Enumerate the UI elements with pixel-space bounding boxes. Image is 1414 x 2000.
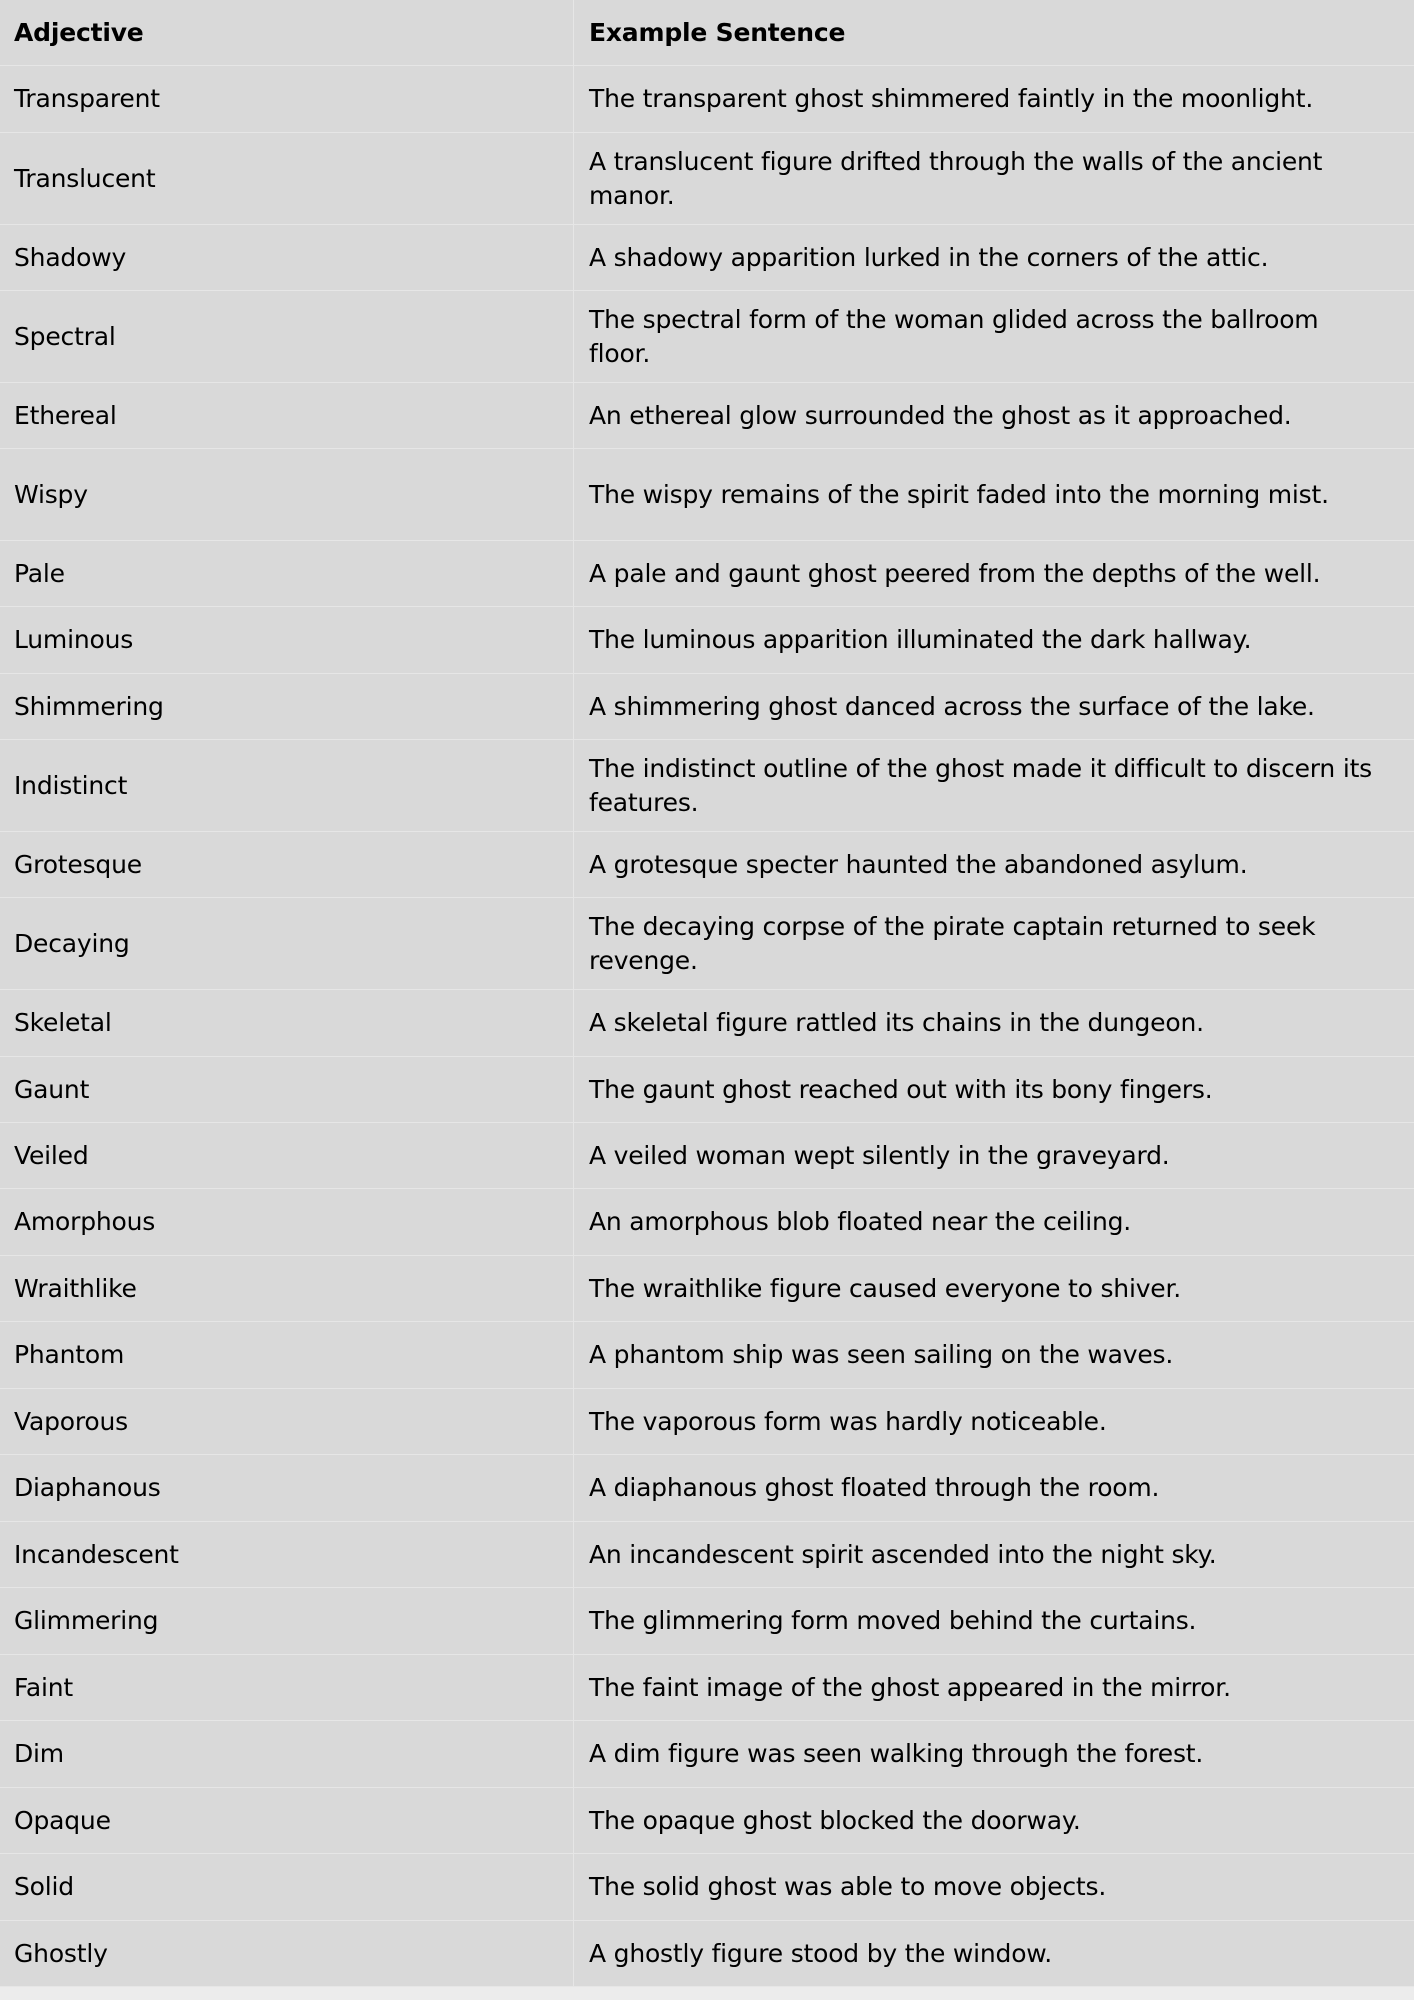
cell-adjective: Veiled: [0, 1123, 574, 1189]
cell-adjective: Solid: [0, 1854, 574, 1921]
cell-adjective: Indistinct: [0, 740, 574, 832]
cell-sentence: The transparent ghost shimmered faintly in the moonlight.: [574, 66, 1414, 133]
cell-adjective: Pale: [0, 541, 574, 607]
cell-sentence: A ghostly figure stood by the window.: [574, 1921, 1414, 1987]
cell-adjective: Ethereal: [0, 383, 574, 449]
cell-adjective: Opaque: [0, 1788, 574, 1854]
cell-adjective: Wispy: [0, 449, 574, 541]
cell-adjective: Dim: [0, 1721, 574, 1788]
cell-sentence: An amorphous blob floated near the ceiling.: [574, 1189, 1414, 1256]
cell-adjective: Shimmering: [0, 674, 574, 740]
cell-sentence: A dim figure was seen walking through the forest.: [574, 1721, 1414, 1788]
cell-adjective: Transparent: [0, 66, 574, 133]
cell-adjective: Shadowy: [0, 225, 574, 291]
cell-sentence: The wraithlike figure caused everyone to shiver.: [574, 1256, 1414, 1322]
cell-sentence: The wispy remains of the spirit faded into the morning mist.: [574, 449, 1414, 541]
cell-sentence: A shimmering ghost danced across the surface of the lake.: [574, 674, 1414, 740]
cell-adjective: Phantom: [0, 1322, 574, 1389]
cell-sentence: A translucent figure drifted through the walls of the ancient manor.: [574, 133, 1414, 225]
cell-sentence: A veiled woman wept silently in the graveyard.: [574, 1123, 1414, 1189]
cell-sentence: The gaunt ghost reached out with its bony fingers.: [574, 1057, 1414, 1123]
header-adjective: Adjective: [0, 0, 574, 66]
cell-adjective: Wraithlike: [0, 1256, 574, 1322]
cell-sentence: A shadowy apparition lurked in the corners of the attic.: [574, 225, 1414, 291]
cell-adjective: Vaporous: [0, 1389, 574, 1455]
cell-sentence: A grotesque specter haunted the abandoned asylum.: [574, 832, 1414, 898]
cell-sentence: The decaying corpse of the pirate captain returned to seek revenge.: [574, 898, 1414, 990]
cell-adjective: Ghostly: [0, 1921, 574, 1987]
cell-adjective: Incandescent: [0, 1522, 574, 1588]
cell-sentence: A skeletal figure rattled its chains in the dungeon.: [574, 990, 1414, 1057]
cell-sentence: The faint image of the ghost appeared in the mirror.: [574, 1655, 1414, 1721]
cell-sentence: The luminous apparition illuminated the dark hallway.: [574, 607, 1414, 674]
cell-sentence: The vaporous form was hardly noticeable.: [574, 1389, 1414, 1455]
cell-sentence: The indistinct outline of the ghost made it difficult to discern its features.: [574, 740, 1414, 832]
cell-adjective: Glimmering: [0, 1588, 574, 1655]
cell-sentence: An ethereal glow surrounded the ghost as it approached.: [574, 383, 1414, 449]
cell-sentence: The spectral form of the woman glided across the ballroom floor.: [574, 291, 1414, 383]
cell-sentence: A phantom ship was seen sailing on the waves.: [574, 1322, 1414, 1389]
cell-adjective: Translucent: [0, 133, 574, 225]
cell-sentence: The glimmering form moved behind the curtains.: [574, 1588, 1414, 1655]
cell-adjective: Diaphanous: [0, 1455, 574, 1522]
cell-adjective: Amorphous: [0, 1189, 574, 1256]
cell-sentence: A diaphanous ghost floated through the room.: [574, 1455, 1414, 1522]
cell-adjective: Skeletal: [0, 990, 574, 1057]
cell-adjective: Luminous: [0, 607, 574, 674]
header-example-sentence: Example Sentence: [574, 0, 1414, 66]
cell-adjective: Grotesque: [0, 832, 574, 898]
cell-adjective: Gaunt: [0, 1057, 574, 1123]
cell-sentence: The opaque ghost blocked the doorway.: [574, 1788, 1414, 1854]
cell-adjective: Spectral: [0, 291, 574, 383]
cell-sentence: The solid ghost was able to move objects.: [574, 1854, 1414, 1921]
cell-sentence: A pale and gaunt ghost peered from the depths of the well.: [574, 541, 1414, 607]
cell-adjective: Faint: [0, 1655, 574, 1721]
cell-adjective: Decaying: [0, 898, 574, 990]
cell-sentence: An incandescent spirit ascended into the night sky.: [574, 1522, 1414, 1588]
